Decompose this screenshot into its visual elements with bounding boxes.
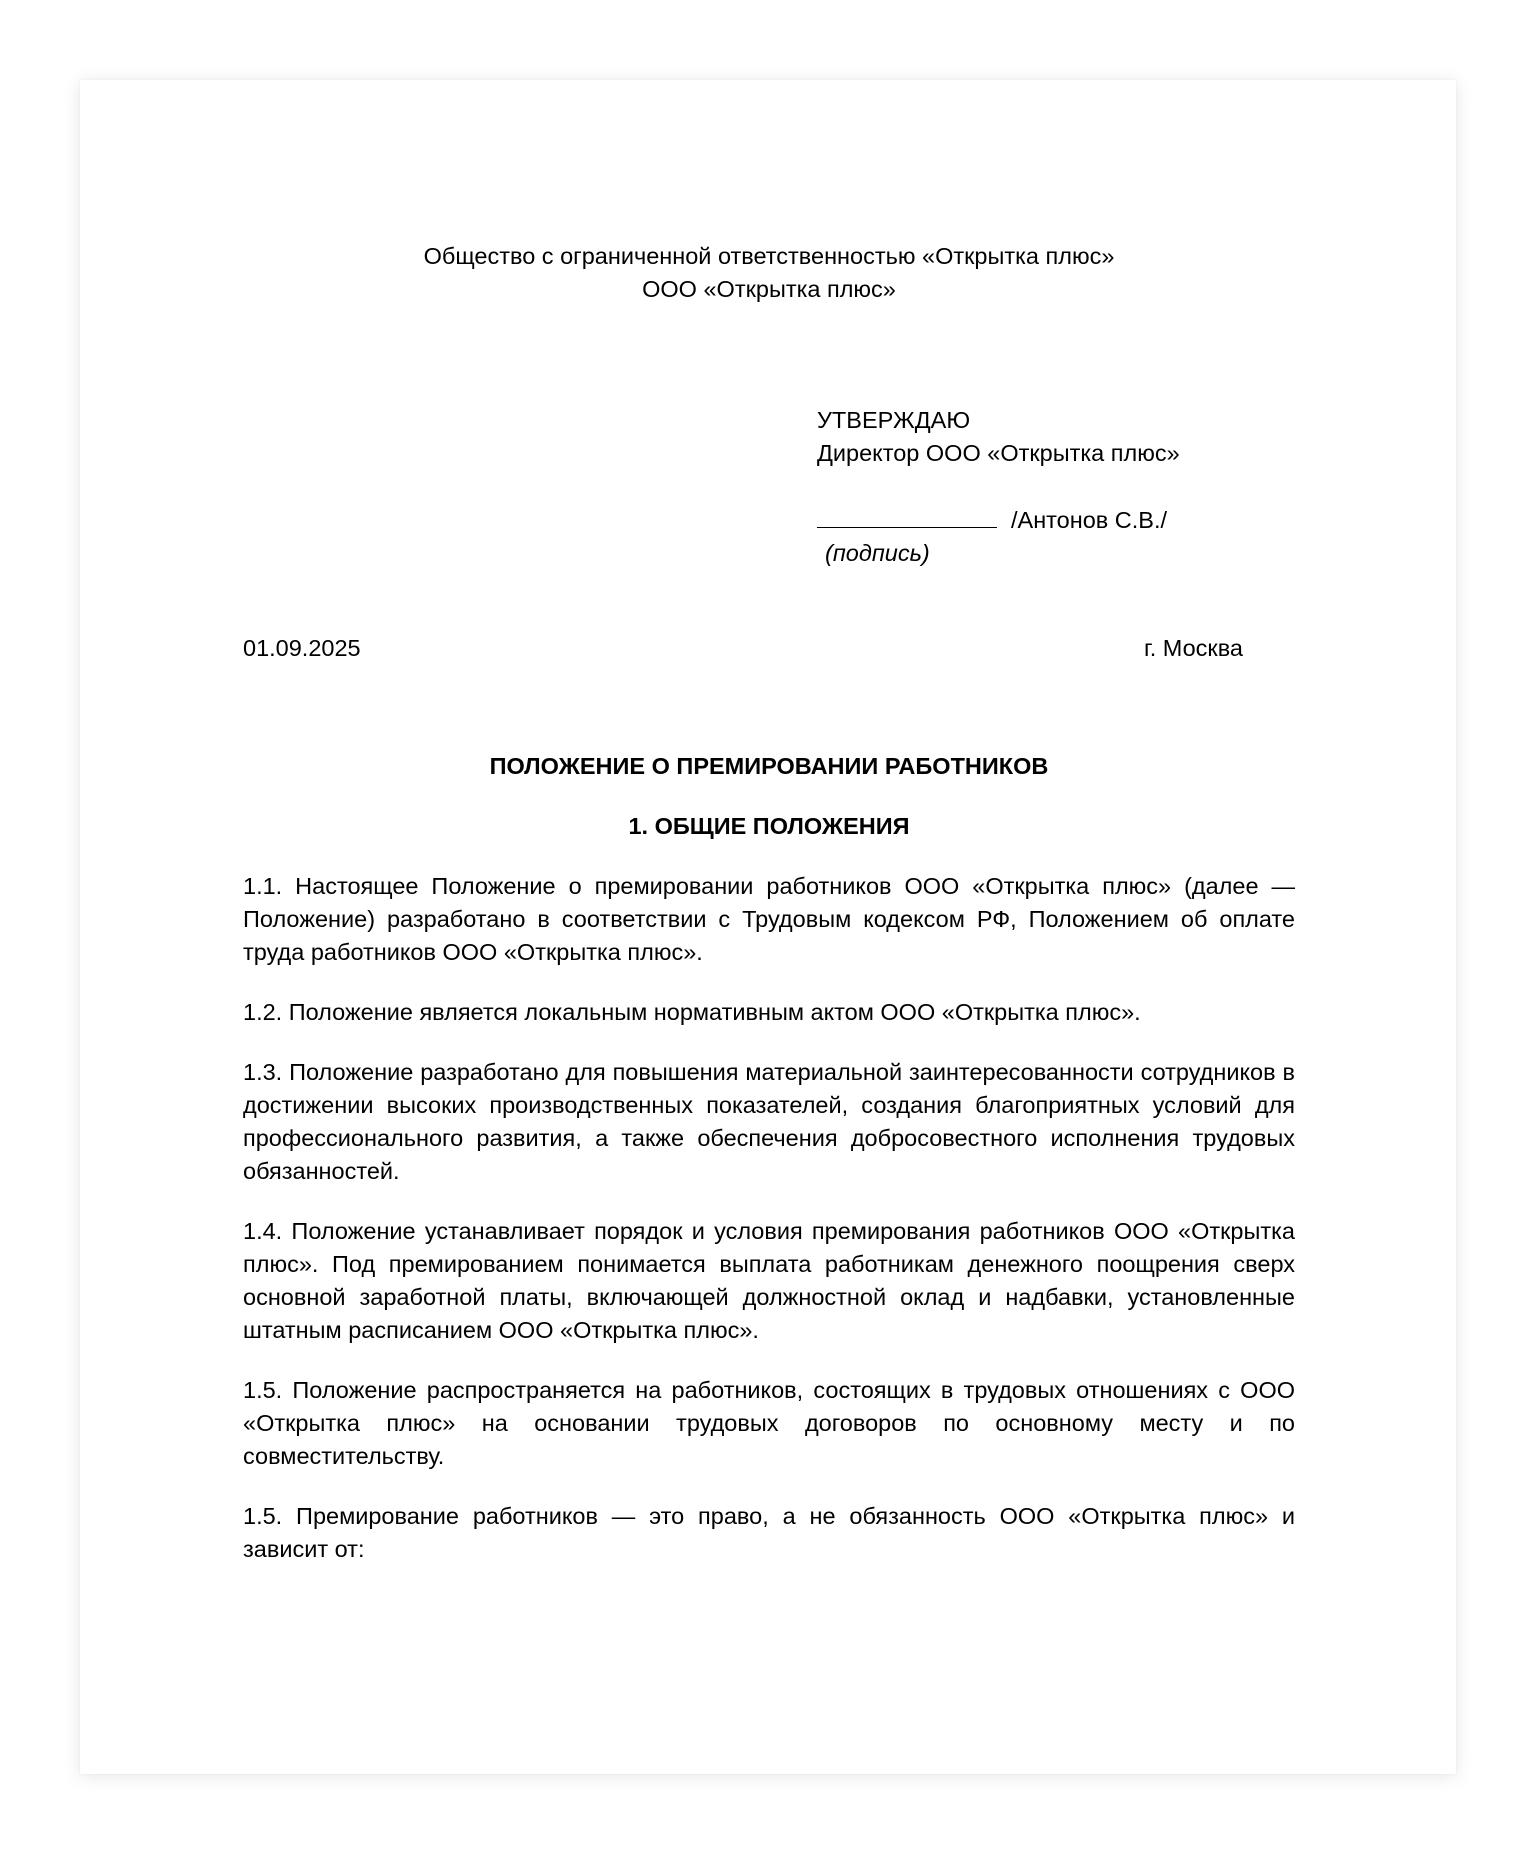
- document-city: г. Москва: [1144, 635, 1243, 661]
- document-title: ПОЛОЖЕНИЕ О ПРЕМИРОВАНИИ РАБОТНИКОВ: [489, 753, 1049, 779]
- section-title: 1. ОБЩИЕ ПОЛОЖЕНИЯ: [628, 813, 910, 839]
- paragraph: 1.5. Положение распространяется на работников, состоящих в трудовых отношениях с ООО «Открытка плюс» на основании трудовых договоров по основному месту и по совместительству.: [243, 1377, 1295, 1469]
- signature-line: [817, 503, 997, 528]
- signature-row: [817, 503, 1180, 537]
- signer-name: /Антонов С.В./: [1011, 507, 1168, 533]
- org-full-name: Общество с ограниченной ответственностью «Открытка плюс»: [423, 243, 1115, 269]
- document-date: 01.09.2025: [243, 635, 361, 661]
- date-city-row: [243, 632, 1243, 665]
- paragraph: 1.2. Положение является локальным нормативным актом ООО «Открытка плюс».: [243, 999, 1141, 1025]
- signature-caption: (подпись): [825, 540, 930, 566]
- approval-position: Директор ООО «Открытка плюс»: [817, 440, 1180, 466]
- paragraph: 1.5. Премирование работников — это право, а не обязанность ООО «Открытка плюс» и зависит от:: [243, 1503, 1295, 1562]
- paragraph: 1.4. Положение устанавливает порядок и условия премирования работников ООО «Открытка плюс». Под премированием понимается выплата работникам денежного поощрения сверх основной заработной платы, включающей должностной оклад и надбавки, установленные штатным расписанием ООО «Открытка плюс».: [243, 1218, 1295, 1343]
- paragraph: 1.1. Настоящее Положение о премировании работников ООО «Открытка плюс» (далее — Положение) разработано в соответствии с Трудовым кодексом РФ, Положением об оплате труда работников ООО «Открытка плюс».: [243, 873, 1295, 965]
- section-paragraphs: [243, 870, 1295, 1593]
- approval-block: [817, 404, 1180, 570]
- approval-title: УТВЕРЖДАЮ: [817, 407, 971, 433]
- document-page: [80, 80, 1456, 1774]
- paragraph: 1.3. Положение разработано для повышения материальной заинтересованности сотрудников в достижении высоких производственных показателей, создания благоприятных условий для профессионального развития, а также обеспечения добросовестного исполнения трудовых обязанностей.: [243, 1059, 1295, 1184]
- organization-header: [243, 240, 1295, 306]
- org-short-name: ООО «Открытка плюс»: [642, 276, 896, 302]
